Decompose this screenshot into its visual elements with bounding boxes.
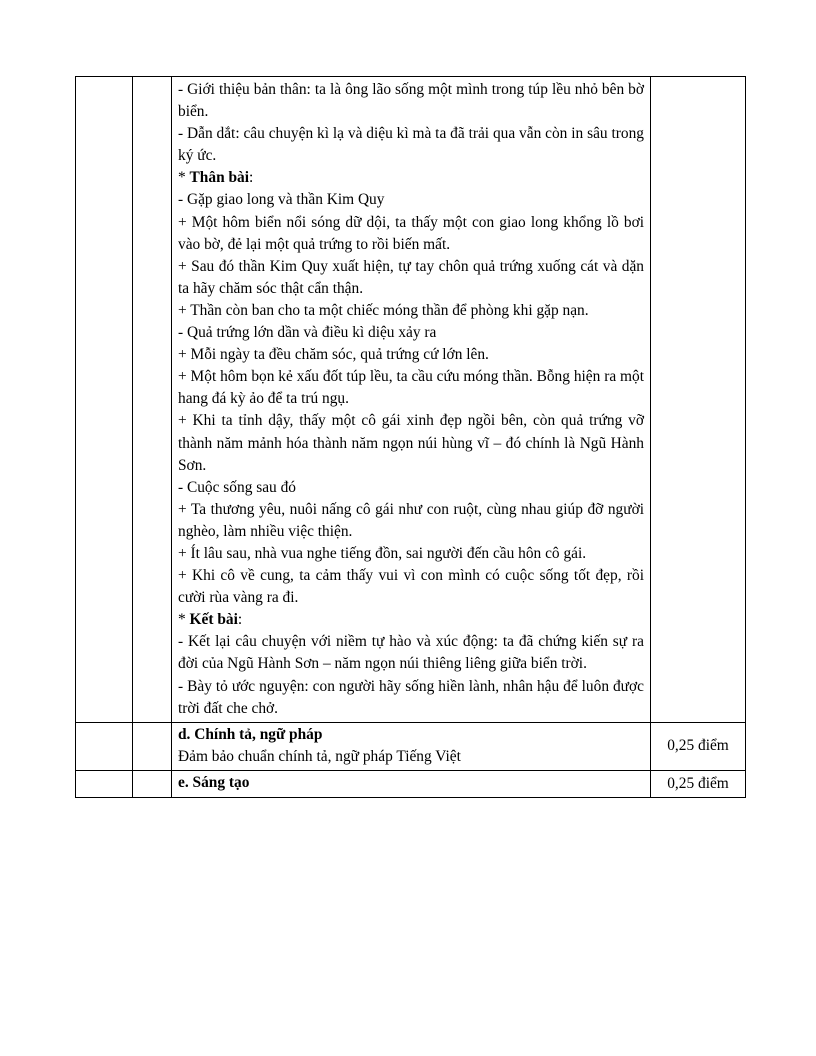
criterion-content: [172, 723, 650, 770]
criterion-title: d. Chính tả, ngữ pháp: [178, 725, 323, 743]
table-row-outline: [76, 77, 746, 723]
table-row-criterion: [76, 722, 746, 770]
criterion-score: 0,25 điểm: [651, 722, 746, 770]
outline-content: [172, 77, 650, 722]
outline-line: - Kết lại câu chuyện với niềm tự hào và xúc động: ta đã chứng kiến sự ra đời của Ngũ Hành Sơn – năm ngọn núi thiêng liêng giữa biển trời.: [178, 633, 644, 673]
outline-line: + Khi ta tỉnh dậy, thấy một cô gái xinh đẹp ngồi bên, còn quả trứng vỡ thành năm mảnh hóa thành năm ngọn núi hùng vĩ – đó chính là Ngũ Hành Sơn.: [178, 412, 644, 474]
cell-question: [76, 770, 133, 797]
cell-part: [133, 770, 172, 797]
body-heading-label: Thân bài: [189, 169, 250, 187]
criterion-score: 0,25 điểm: [651, 770, 746, 797]
cell-criterion: [172, 770, 651, 797]
outline-line: - Gặp giao long và thần Kim Quy: [178, 191, 385, 209]
heading-prefix: *: [178, 611, 190, 629]
grading-table: [75, 76, 746, 798]
criterion-description: Đảm bảo chuẩn chính tả, ngữ pháp Tiếng Việt: [178, 747, 461, 765]
outline-line: + Khi cô về cung, ta cảm thấy vui vì con mình có cuộc sống tốt đẹp, rồi cười rùa vàng ra đi.: [178, 567, 644, 607]
cell-part: [133, 722, 172, 770]
outline-line: - Cuộc sống sau đó: [178, 478, 296, 496]
outline-line: - Dẫn dắt: câu chuyện kì lạ và diệu kì mà ta đã trải qua vẫn còn in sâu trong ký ức.: [178, 125, 644, 165]
body-heading: [178, 167, 644, 189]
heading-suffix: :: [237, 611, 243, 629]
cell-question: [76, 722, 133, 770]
heading-prefix: *: [178, 169, 190, 187]
outline-line: - Quả trứng lớn dần và điều kì diệu xảy ra: [178, 324, 437, 342]
table-row-criterion: [76, 770, 746, 797]
end-heading-label: Kết bài: [189, 611, 238, 629]
criterion-content: [172, 771, 650, 796]
cell-outline: [172, 77, 651, 723]
outline-line: - Giới thiệu bản thân: ta là ông lão sống một mình trong túp lều nhỏ bên bờ biển.: [178, 81, 644, 121]
cell-part: [133, 77, 172, 723]
outline-line: + Mỗi ngày ta đều chăm sóc, quả trứng cứ lớn lên.: [178, 346, 489, 364]
outline-line: + Một hôm bọn kẻ xấu đốt túp lều, ta cầu cứu móng thần. Bỗng hiện ra một hang đá kỳ ảo để ta trú ngụ.: [178, 368, 644, 408]
outline-line: + Sau đó thần Kim Quy xuất hiện, tự tay chôn quả trứng xuống cát và dặn ta hãy chăm sóc thật cẩn thận.: [178, 257, 644, 297]
outline-line: + Thần còn ban cho ta một chiếc móng thần để phòng khi gặp nạn.: [178, 301, 589, 319]
cell-criterion: [172, 722, 651, 770]
outline-line: + Ta thương yêu, nuôi nấng cô gái như con ruột, cùng nhau giúp đỡ người nghèo, làm nhiều việc thiện.: [178, 500, 644, 540]
outline-line: + Một hôm biển nổi sóng dữ dội, ta thấy một con giao long khổng lồ bơi vào bờ, đẻ lại một quả trứng to rồi biến mất.: [178, 213, 644, 253]
outline-line: - Bày tỏ ước nguyện: con người hãy sống hiền lành, nhân hậu để luôn được trời đất che chở.: [178, 677, 644, 717]
heading-suffix: :: [249, 169, 254, 187]
cell-score-empty: [651, 77, 746, 723]
outline-line: + Ít lâu sau, nhà vua nghe tiếng đồn, sai người đến cầu hôn cô gái.: [178, 544, 587, 562]
criterion-title: e. Sáng tạo: [178, 773, 250, 791]
cell-question: [76, 77, 133, 723]
end-heading: [178, 609, 644, 631]
